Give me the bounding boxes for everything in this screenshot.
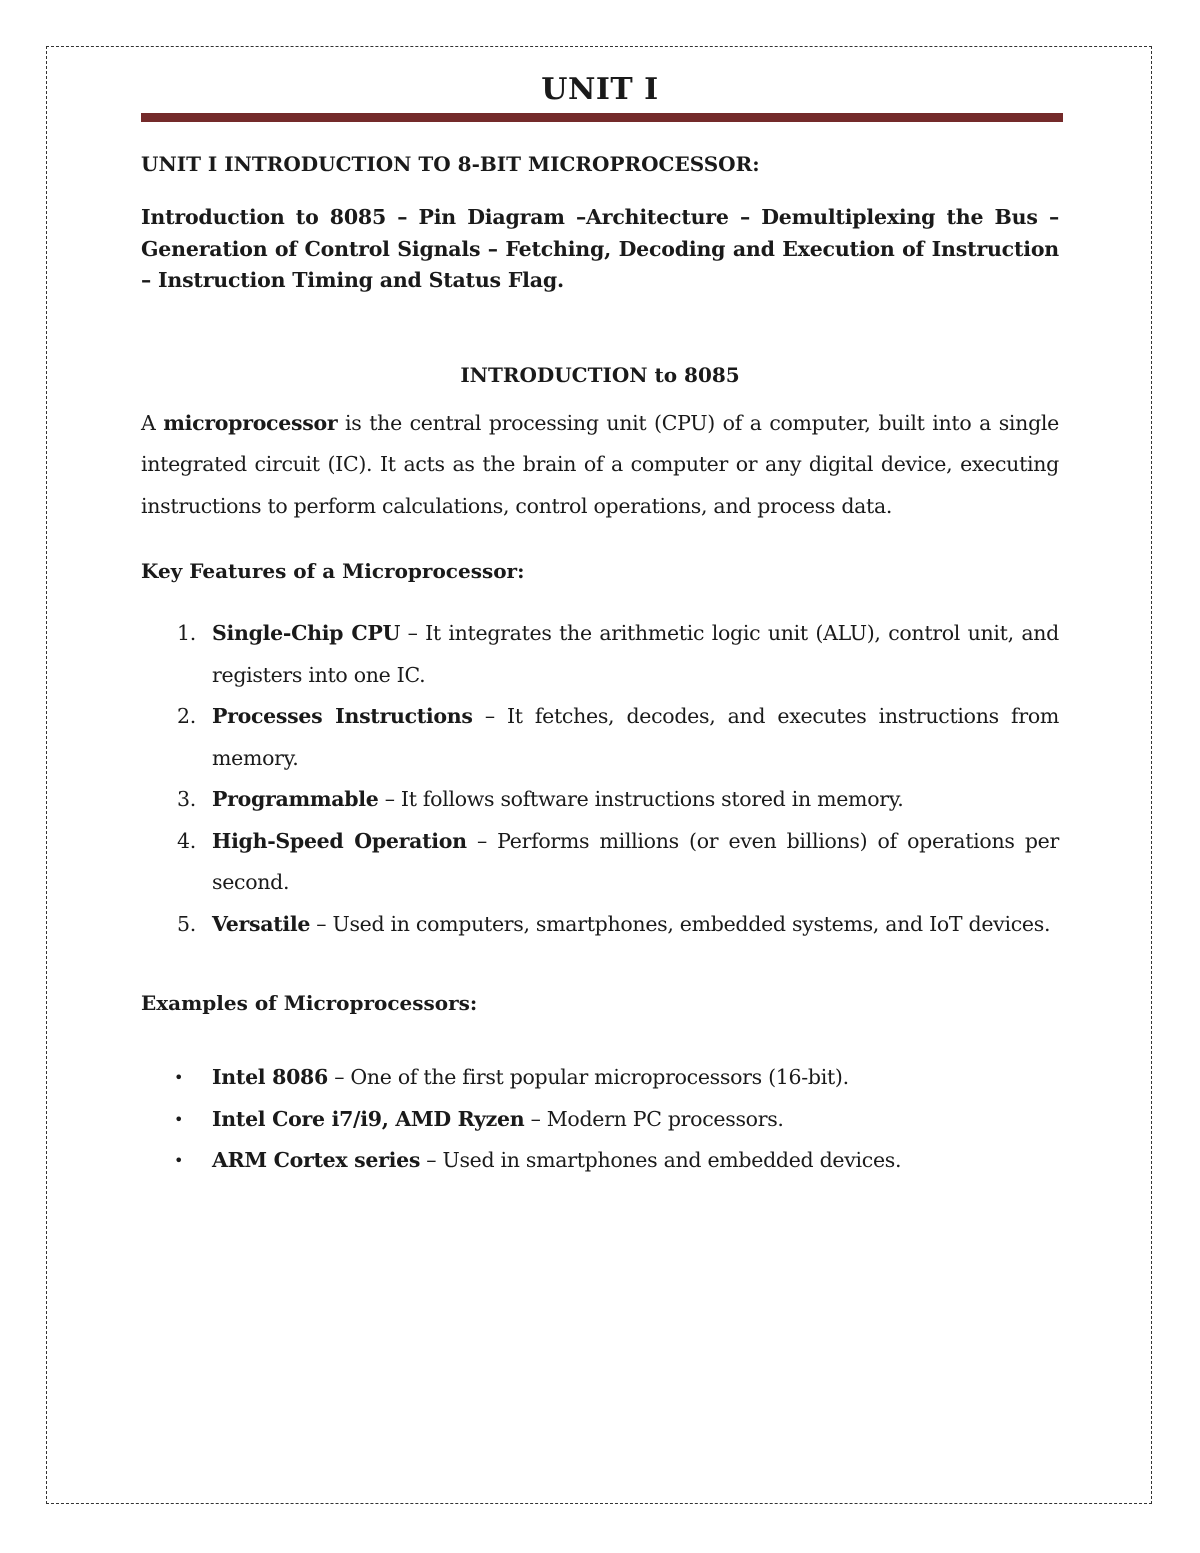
bullet-icon: • [174,1151,184,1170]
list-item [141,613,1059,696]
feature-desc: – Performs millions (or even billions) of operations per second. [212,828,1059,894]
intro-bold-term: microprocessor [163,410,338,435]
bullet-icon: • [174,1109,184,1129]
list-number: 2. [177,704,196,728]
intro-paragraph [141,403,1059,528]
example-term: Intel 8086 [212,1065,328,1089]
list-number: 3. [177,787,196,811]
document-content [141,70,1059,1182]
list-item [141,779,1059,821]
list-item [141,696,1059,779]
syllabus-text: Introduction to 8085 – Pin Diagram –Architecture – Demultiplexing the Bus –Generation of Control Signals – Fetching, Decoding and Execution of Instruction – Instruction Timing and Status Flag. [141,205,1059,292]
list-item [141,1099,1059,1141]
feature-desc: – It integrates the arithmetic logic unit (ALU), control unit, and registers into one IC. [212,621,1059,687]
list-item [141,1140,1059,1182]
feature-desc: – Used in computers, smartphones, embedded systems, and IoT devices. [310,911,1051,936]
list-number: 1. [177,621,196,645]
feature-term: Processes Instructions [212,704,473,728]
features-list [141,613,1059,945]
feature-desc: – It fetches, decodes, and executes instructions from memory. [212,704,1059,770]
feature-term: Single-Chip CPU [212,621,401,645]
feature-term: High-Speed Operation [212,828,467,853]
section-title: INTRODUCTION to 8085 [460,362,740,387]
list-item [141,821,1059,904]
example-desc: – Modern PC processors. [524,1106,784,1131]
features-heading: Key Features of a Microprocessor: [141,559,525,583]
list-number: 5. [177,911,196,936]
feature-desc: – It follows software instructions stored in memory. [378,787,904,811]
list-item [141,904,1059,946]
examples-heading: Examples of Microprocessors: [141,991,478,1015]
examples-list [141,1057,1059,1182]
example-term: Intel Core i7/i9, AMD Ryzen [212,1106,525,1131]
unit-title: UNIT I [541,72,659,107]
example-term: ARM Cortex series [212,1148,421,1172]
intro-prefix: A [141,410,164,435]
unit-heading: UNIT I INTRODUCTION TO 8-BIT MICROPROCESSOR: [141,152,760,176]
bullet-icon: • [174,1068,184,1087]
intro-text: is the central processing unit (CPU) of a computer, built into a single integrated circuit (IC). It acts as the brain of a computer or any digital device, executing instructions to perform calculations, control operations, and process data. [141,410,1059,518]
example-desc: – One of the first popular microprocessors (16-bit). [328,1065,849,1089]
list-item [141,1057,1059,1099]
title-rule [141,113,1063,122]
feature-term: Programmable [212,787,379,811]
feature-term: Versatile [212,911,311,936]
list-number: 4. [177,828,196,853]
example-desc: – Used in smartphones and embedded devices. [420,1148,902,1172]
